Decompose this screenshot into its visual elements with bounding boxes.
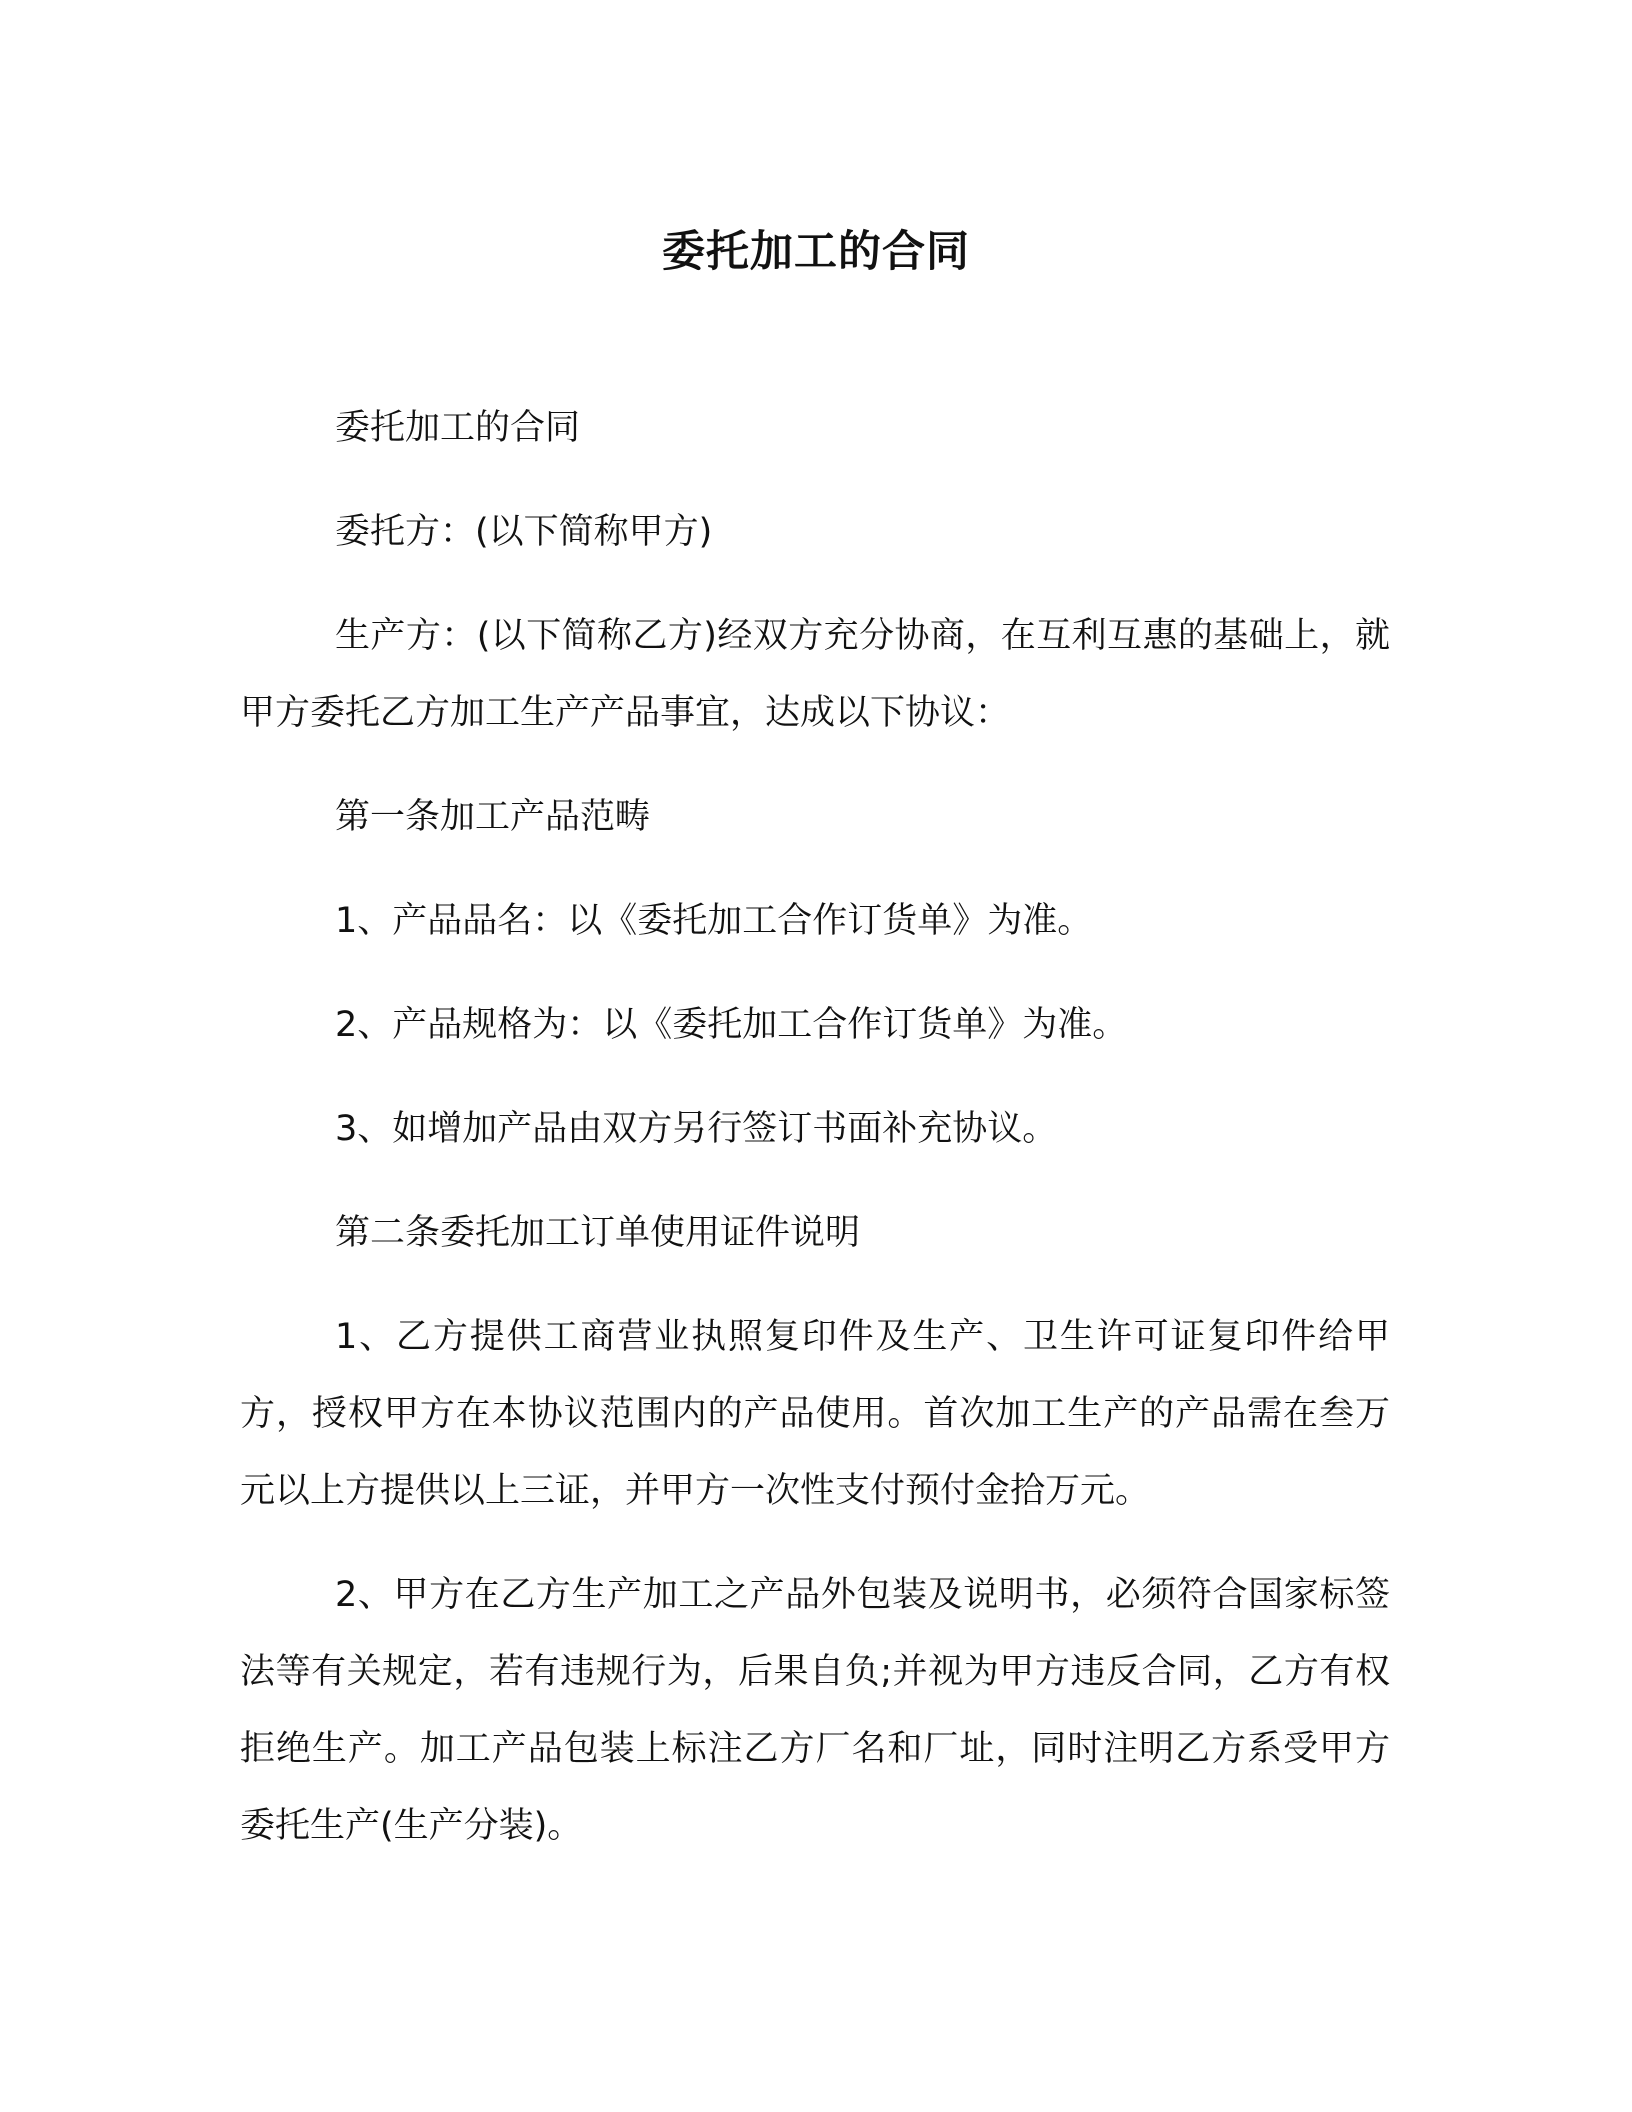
article-1-item-2: 2、产品规格为：以《委托加工合作订货单》为准。 bbox=[335, 1005, 1128, 1045]
article-1-item-1: 1、产品品名：以《委托加工合作订货单》为准。 bbox=[335, 901, 1093, 941]
article-2-heading: 第二条委托加工订单使用证件说明 bbox=[335, 1213, 861, 1253]
paragraph-client: 委托方：(以下简称甲方) bbox=[335, 512, 713, 552]
document-body bbox=[240, 390, 1390, 1892]
article-2-item-1: 1、乙方提供工商营业执照复印件及生产、卫生许可证复印件给甲方，授权甲方在本协议范围内的产品使用。首次加工生产的产品需在叁万元以上方提供以上三证，并甲方一次性支付预付金拾万元。 bbox=[240, 1317, 1390, 1511]
paragraph-heading: 委托加工的合同 bbox=[335, 408, 581, 448]
article-1-heading: 第一条加工产品范畴 bbox=[335, 797, 651, 837]
article-1-item-3: 3、如增加产品由双方另行签订书面补充协议。 bbox=[335, 1109, 1058, 1149]
paragraph-producer: 生产方：(以下简称乙方)经双方充分协商，在互利互惠的基础上，就甲方委托乙方加工生产产品事宜，达成以下协议： bbox=[240, 616, 1390, 733]
article-2-item-2: 2、甲方在乙方生产加工之产品外包装及说明书，必须符合国家标签法等有关规定，若有违规行为，后果自负;并视为甲方违反合同，乙方有权拒绝生产。加工产品包装上标注乙方厂名和厂址，同时注明乙方系受甲方委托生产(生产分装)。 bbox=[240, 1575, 1390, 1846]
document-title: 委托加工的合同 bbox=[662, 227, 970, 277]
